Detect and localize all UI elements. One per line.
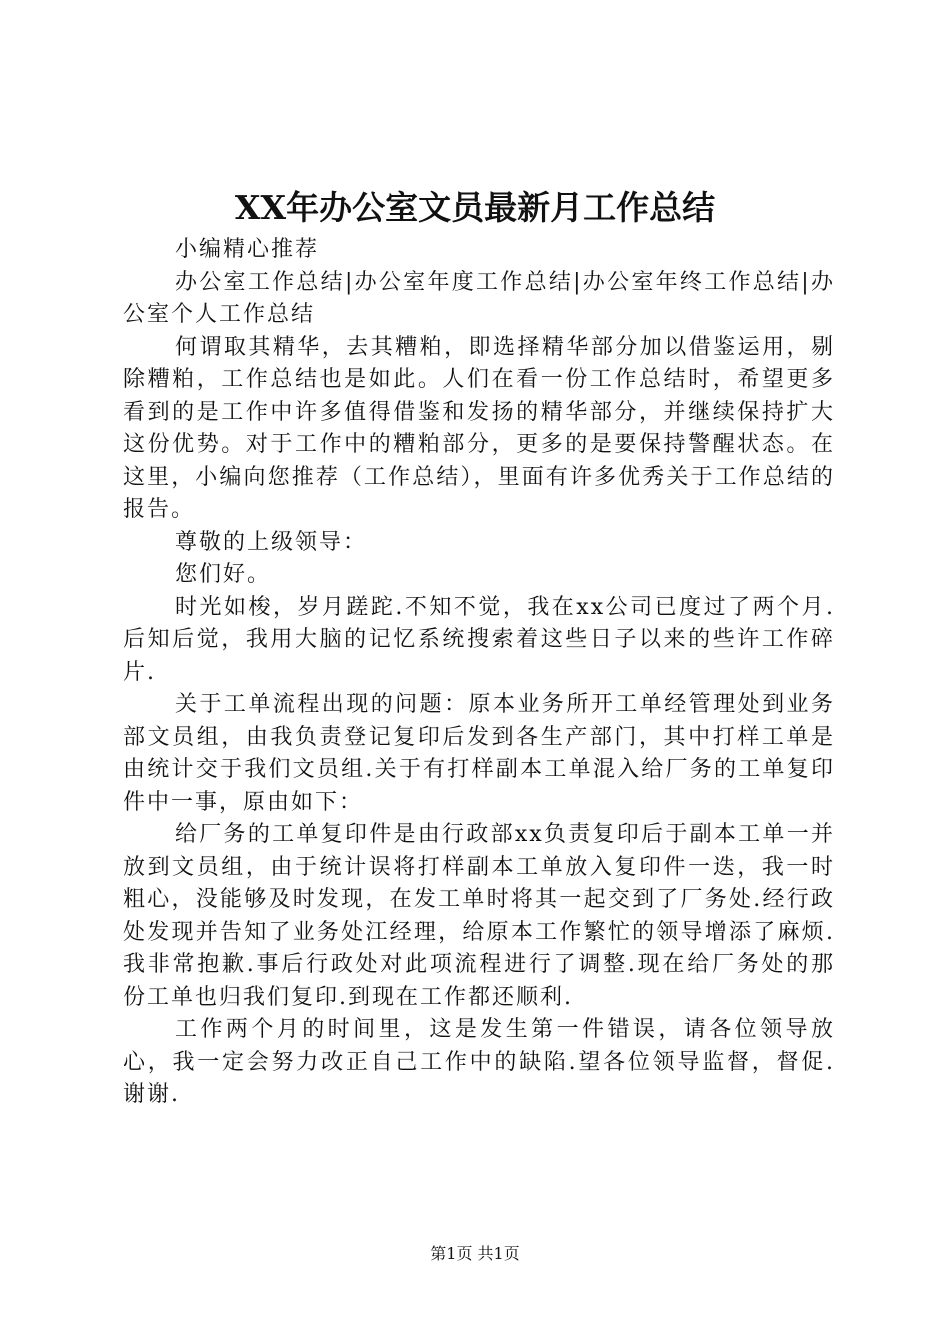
paragraph-workflow-issue: 关于工单流程出现的问题：原本业务所开工单经管理处到业务部文员组，由我负责登记复印后发到各生产部门，其中打样工单是由统计交于我们文员组.关于有打样副本工单混入给厂务的工单复印件中一事，原由如下： xyxy=(123,692,835,815)
page-number-footer: 第1页 共1页 xyxy=(430,1244,520,1263)
paragraph-greeting: 您们好。 xyxy=(175,562,272,587)
paragraph-recommend: 小编精心推荐 xyxy=(175,237,320,262)
paragraph-related-links: 办公室工作总结|办公室年度工作总结|办公室年终工作总结|办公室个人工作总结 xyxy=(123,269,835,327)
document-title: XX年办公室文员最新月工作总结 xyxy=(234,188,716,227)
paragraph-closing: 工作两个月的时间里，这是发生第一件错误，请各位领导放心，我一定会努力改正自己工作中的缺陷.望各位领导监督，督促.谢谢. xyxy=(123,1017,835,1107)
paragraph-explanation: 给厂务的工单复印件是由行政部xx负责复印后于副本工单一并放到文员组，由于统计误将打样副本工单放入复印件一迭，我一时粗心，没能够及时发现，在发工单时将其一起交到了厂务处.经行政处发现并告知了业务处江经理，给原本工作繁忙的领导增添了麻烦.我非常抱歉.事后行政处对此项流程进行了调整.现在给厂务处的那份工单也归我们复印.到现在工作都还顺利. xyxy=(123,822,835,1010)
paragraph-intro: 何谓取其精华，去其糟粕，即选择精华部分加以借鉴运用，剔除糟粕，工作总结也是如此。人们在看一份工作总结时，希望更多看到的是工作中许多值得借鉴和发扬的精华部分，并继续保持扩大这份优势。对于工作中的糟粕部分，更多的是要保持警醒状态。在这里，小编向您推荐（工作总结），里面有许多优秀关于工作总结的报告。 xyxy=(123,334,835,522)
paragraph-opening: 时光如梭，岁月蹉跎.不知不觉，我在xx公司已度过了两个月.后知后觉，我用大脑的记忆系统搜索着这些日子以来的些许工作碎片. xyxy=(123,594,835,685)
paragraph-salutation: 尊敬的上级领导： xyxy=(175,529,368,555)
document-body xyxy=(123,234,835,1112)
